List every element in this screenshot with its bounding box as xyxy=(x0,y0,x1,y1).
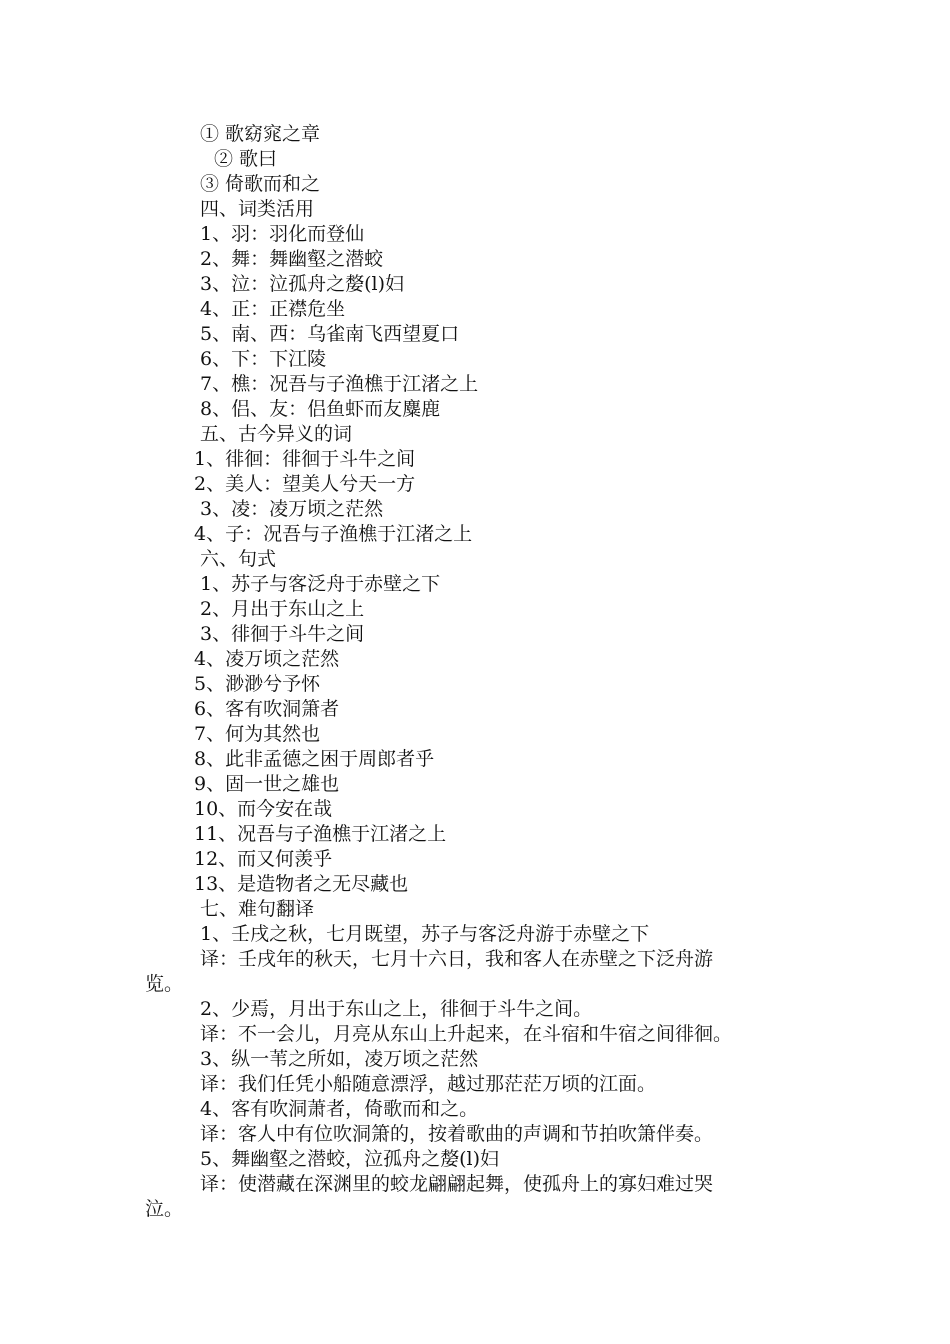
translation-line: 览。 xyxy=(145,973,184,995)
text-line: 4、正：正襟危坐 xyxy=(200,298,346,320)
text-line: 1、羽：羽化而登仙 xyxy=(200,223,365,245)
text-line: 2、少焉，月出于东山之上，徘徊于斗牛之间。 xyxy=(200,998,593,1020)
translation-line: 译：我们任凭小船随意漂浮，越过那茫茫万顷的江面。 xyxy=(200,1073,657,1095)
section-heading: 四、词类活用 xyxy=(200,198,315,220)
section-heading: 七、难句翻译 xyxy=(200,898,315,920)
translation-line: 译：客人中有位吹洞箫的，按着歌曲的声调和节拍吹箫伴奏。 xyxy=(200,1123,714,1145)
text-line: 5、南、西：乌雀南飞西望夏口 xyxy=(200,323,460,345)
translation-line: 泣。 xyxy=(145,1198,184,1220)
text-line: 6、客有吹洞箫者 xyxy=(194,698,340,720)
text-line: ② 歌曰 xyxy=(214,148,278,170)
text-line: 3、泣：泣孤舟之嫠(l)妇 xyxy=(200,273,404,295)
text-line: 1、徘徊：徘徊于斗牛之间 xyxy=(194,448,416,470)
text-line: 8、此非孟德之困于周郎者乎 xyxy=(194,748,435,770)
text-line: ③ 倚歌而和之 xyxy=(200,173,321,195)
text-line: 3、徘徊于斗牛之间 xyxy=(200,623,365,645)
text-line: 2、美人：望美人兮天一方 xyxy=(194,473,416,495)
text-line: 8、侣、友：侣鱼虾而友麋鹿 xyxy=(200,398,441,420)
text-line: 2、舞：舞幽壑之潜蛟 xyxy=(200,248,384,270)
text-line: 9、固一世之雄也 xyxy=(194,773,340,795)
section-heading: 五、古今异义的词 xyxy=(200,423,353,445)
text-line: 7、樵：况吾与子渔樵于江渚之上 xyxy=(200,373,479,395)
text-line: 4、子：况吾与子渔樵于江渚之上 xyxy=(194,523,473,545)
text-line: ① 歌窈窕之章 xyxy=(200,123,321,145)
translation-line: 译：使潜藏在深渊里的蛟龙翩翩起舞，使孤舟上的寡妇难过哭 xyxy=(200,1173,714,1195)
translation-line: 译：不一会儿，月亮从东山上升起来，在斗宿和牛宿之间徘徊。 xyxy=(200,1023,733,1045)
translation-line: 译：壬戌年的秋天，七月十六日，我和客人在赤壁之下泛舟游 xyxy=(200,948,714,970)
text-line: 5、舞幽壑之潜蛟，泣孤舟之嫠(l)妇 xyxy=(200,1148,499,1170)
text-line: 4、凌万顷之茫然 xyxy=(194,648,340,670)
text-line: 3、纵一苇之所如，凌万顷之茫然 xyxy=(200,1048,479,1070)
text-line: 6、下：下江陵 xyxy=(200,348,327,370)
text-line: 10、而今安在哉 xyxy=(194,798,333,820)
text-line: 4、客有吹洞萧者，倚歌而和之。 xyxy=(200,1098,479,1120)
text-line: 3、凌：凌万顷之茫然 xyxy=(200,498,384,520)
text-line: 11、况吾与子渔樵于江渚之上 xyxy=(194,823,447,845)
text-line: 1、苏子与客泛舟于赤壁之下 xyxy=(200,573,441,595)
text-line: 7、何为其然也 xyxy=(194,723,321,745)
text-line: 1、壬戌之秋，七月既望，苏子与客泛舟游于赤壁之下 xyxy=(200,923,650,945)
text-line: 13、是造物者之无尽藏也 xyxy=(194,873,409,895)
text-line: 5、渺渺兮予怀 xyxy=(194,673,321,695)
text-line: 2、月出于东山之上 xyxy=(200,598,365,620)
text-line: 12、而又何羡乎 xyxy=(194,848,333,870)
section-heading: 六、句式 xyxy=(200,548,277,570)
